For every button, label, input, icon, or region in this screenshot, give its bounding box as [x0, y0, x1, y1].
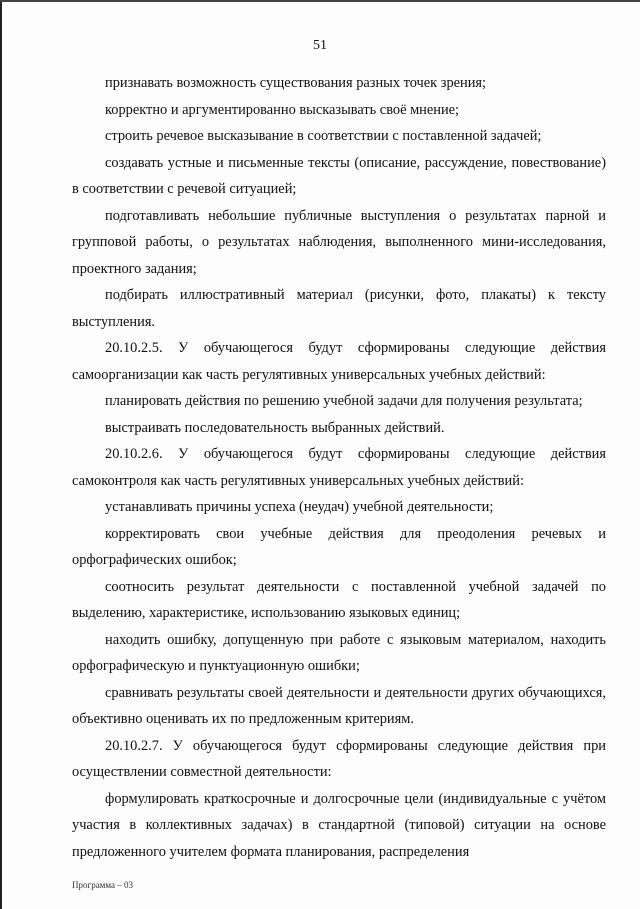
paragraph: строить речевое высказывание в соответствии с поставленной задачей;	[105, 128, 542, 144]
paragraph: подготавливать небольшие публичные выступления о результатах парной и групповой работы, о результатах наблюдения, выполненного мини-исследования, проектного задания;	[72, 207, 606, 277]
document-body	[72, 70, 606, 865]
paragraph: создавать устные и письменные тексты (описание, рассуждение, повествование) в соответствии с речевой ситуацией;	[72, 154, 606, 197]
paragraph: подбирать иллюстративный материал (рисунки, фото, плакаты) к тексту выступления.	[72, 287, 606, 330]
paragraph: устанавливать причины успеха (неудач) учебной деятельности;	[105, 499, 494, 515]
paragraph: корректировать свои учебные действия для преодоления речевых и орфографических ошибок;	[72, 525, 606, 568]
paragraph: корректно и аргументированно высказывать своё мнение;	[105, 101, 460, 118]
paragraph: находить ошибку, допущенную при работе с языковым материалом, находить орфографическую и пунктуационную ошибки;	[72, 631, 606, 674]
paragraph: планировать действия по решению учебной задачи для получения результата;	[105, 393, 583, 409]
paragraph: признавать возможность существования разных точек зрения;	[105, 75, 487, 91]
page-number: 51	[313, 38, 327, 53]
section-paragraph: 20.10.2.6. У обучающегося будут сформированы следующие действия самоконтроля как часть регулятивных универсальных учебных действий:	[72, 446, 606, 489]
paragraph: соотносить результат деятельности с поставленной учебной задачей по выделению, характеристике, использованию языковых единиц;	[72, 578, 606, 621]
paragraph: сравнивать результаты своей деятельности и деятельности других обучающихся, объективно оценивать их по предложенным критериям.	[72, 684, 606, 727]
section-paragraph: 20.10.2.5. У обучающегося будут сформированы следующие действия самоорганизации как часть регулятивных универсальных учебных действий:	[72, 340, 606, 383]
footer-label: Программа – 03	[72, 880, 134, 890]
paragraph: формулировать краткосрочные и долгосрочные цели (индивидуальные с учётом участия в коллективных задачах) в стандартной (типовой) ситуации на основе предложенного учителем формата планирования, распределения	[72, 790, 606, 860]
section-paragraph: 20.10.2.7. У обучающегося будут сформированы следующие действия при осуществлении совместной деятельности:	[72, 737, 606, 780]
paragraph: выстраивать последовательность выбранных действий.	[105, 419, 445, 436]
